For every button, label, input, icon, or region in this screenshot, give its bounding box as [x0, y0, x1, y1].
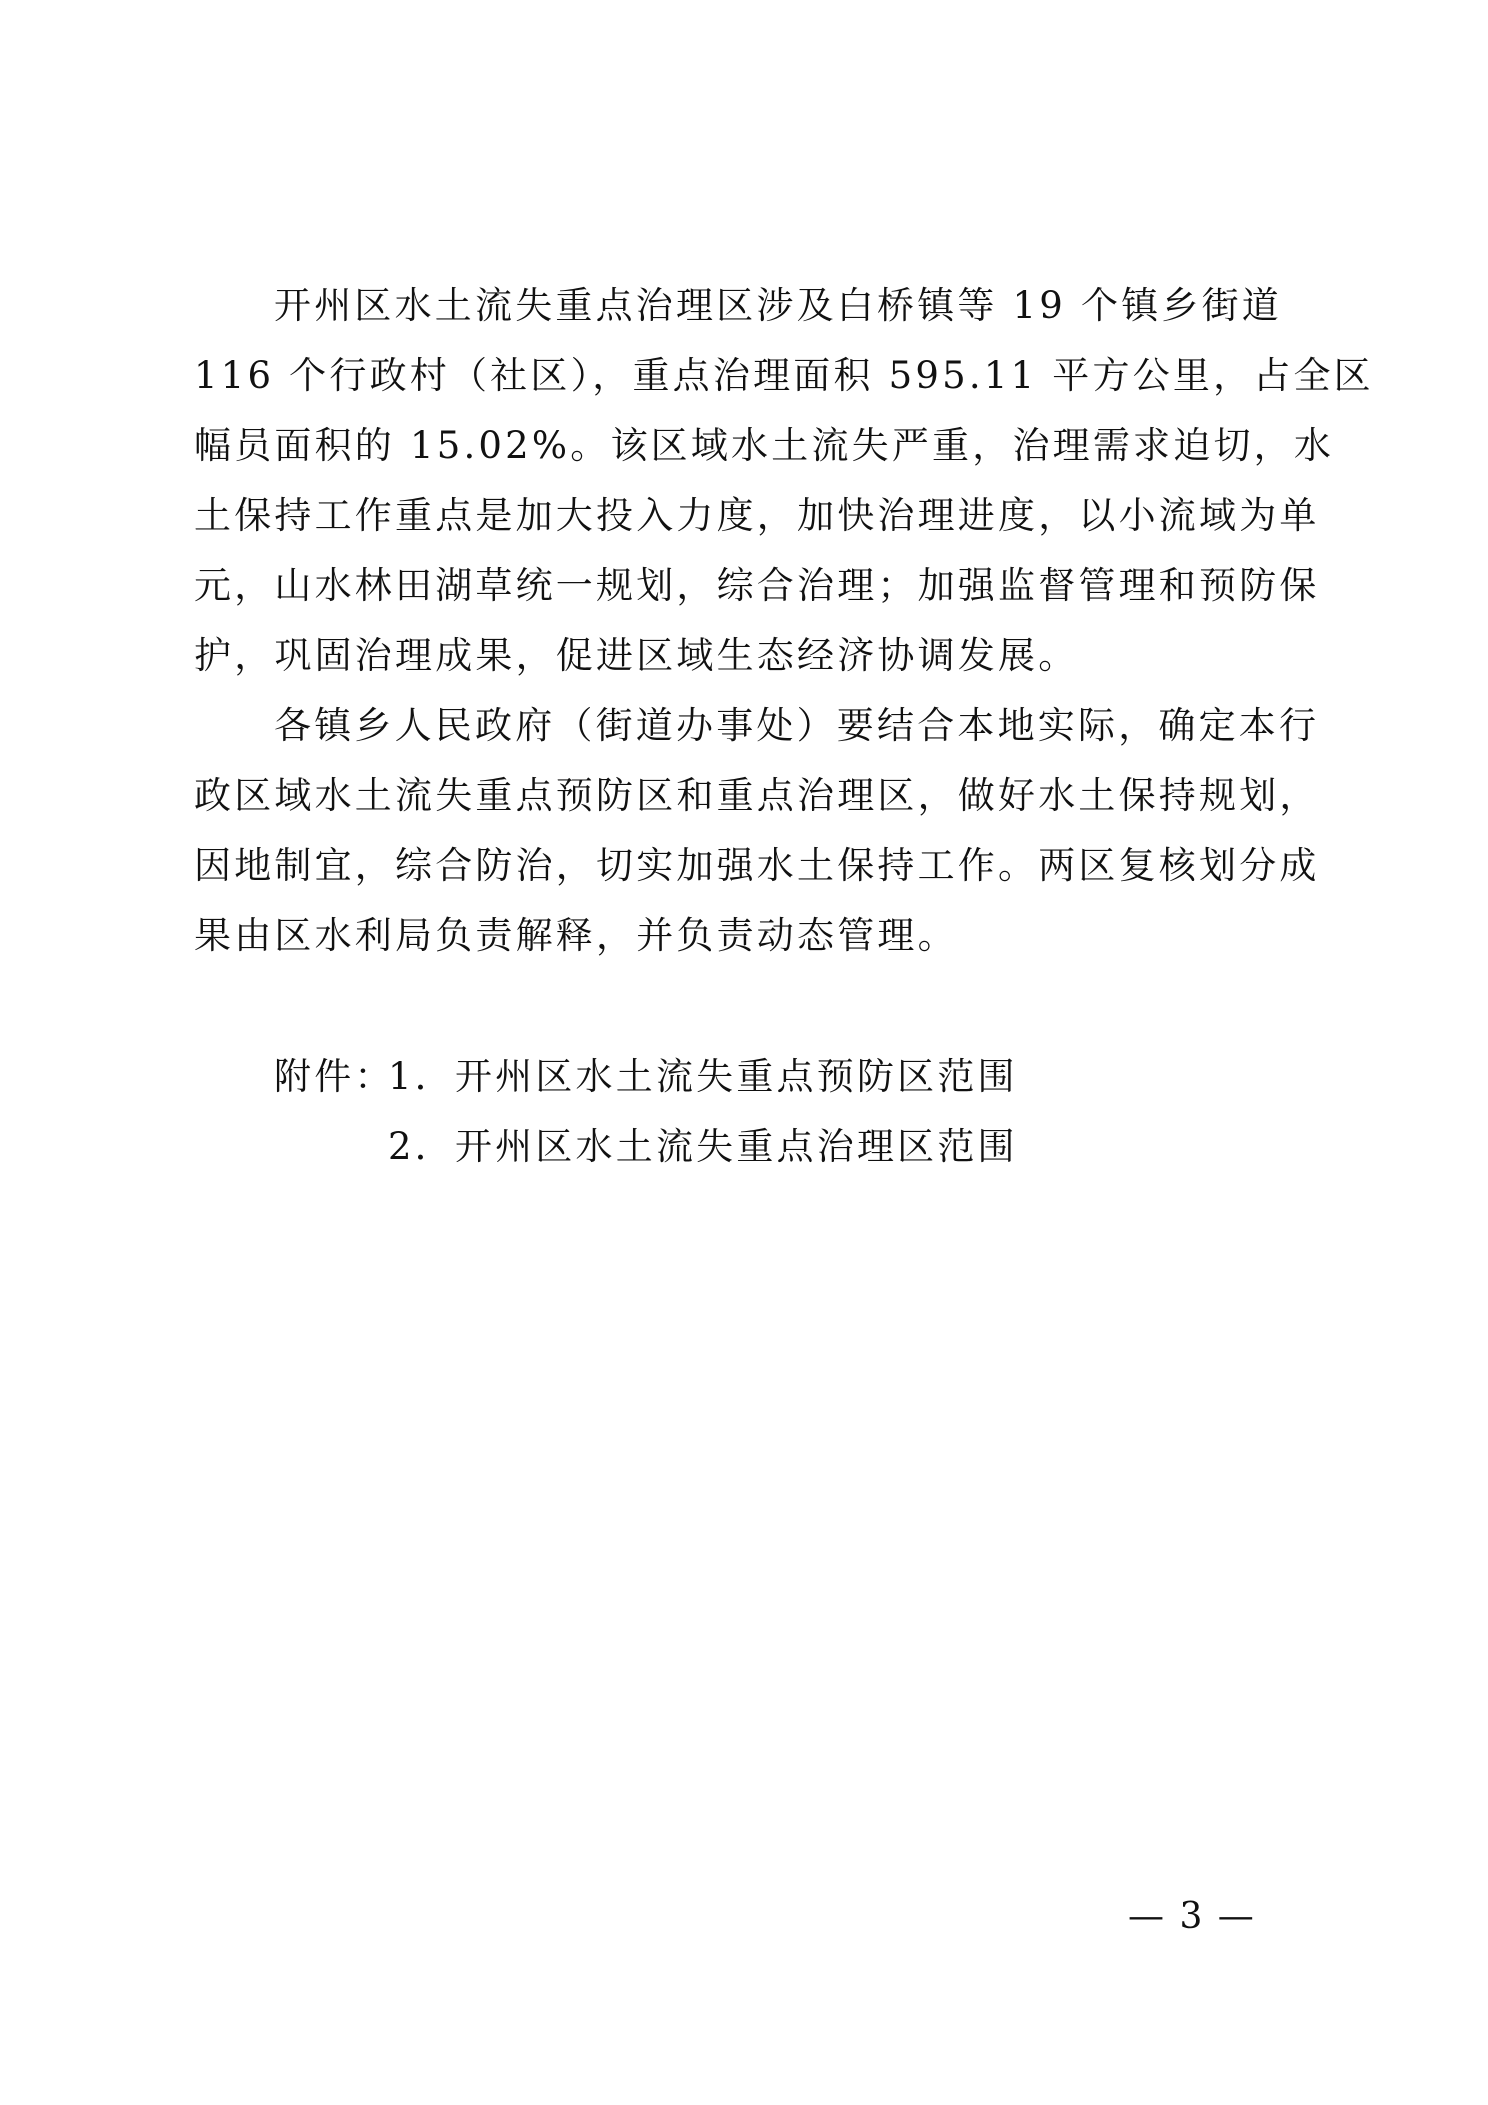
paragraph-1-line-6: 护，巩固治理成果，促进区域生态经济协调发展。 [194, 634, 1079, 677]
paragraph-2-line-1: 各镇乡人民政府（街道办事处）要结合本地实际，确定本行 [274, 704, 1320, 747]
paragraph-1-line-2: 116 个行政村（社区），重点治理面积 595.11 平方公里，占全区 [194, 354, 1374, 397]
paragraph-1-line-5: 元，山水林田湖草统一规划，综合治理；加强监督管理和预防保 [194, 564, 1320, 607]
paragraph-1-line-3: 幅员面积的 15.02%。该区域水土流失严重，治理需求迫切，水 [194, 424, 1335, 467]
paragraph-2-line-2: 政区域水土流失重点预防区和重点治理区，做好水土保持规划， [194, 774, 1320, 817]
paragraph-1-line-4: 土保持工作重点是加大投入力度，加快治理进度，以小流域为单 [194, 494, 1320, 537]
attachment-item-2: 2．开州区水土流失重点治理区范围 [388, 1125, 1018, 1168]
attachment-item-1: 1．开州区水土流失重点预防区范围 [388, 1055, 1018, 1098]
page-number: — 3 — [1128, 1896, 1256, 1937]
paragraph-2-line-4: 果由区水利局负责解释，并负责动态管理。 [194, 914, 958, 957]
attachments-label: 附件： [274, 1055, 395, 1098]
paragraph-1-line-1: 开州区水土流失重点治理区涉及白桥镇等 19 个镇乡街道 [274, 284, 1283, 327]
paragraph-2-line-3: 因地制宜，综合防治，切实加强水土保持工作。两区复核划分成 [194, 844, 1320, 887]
